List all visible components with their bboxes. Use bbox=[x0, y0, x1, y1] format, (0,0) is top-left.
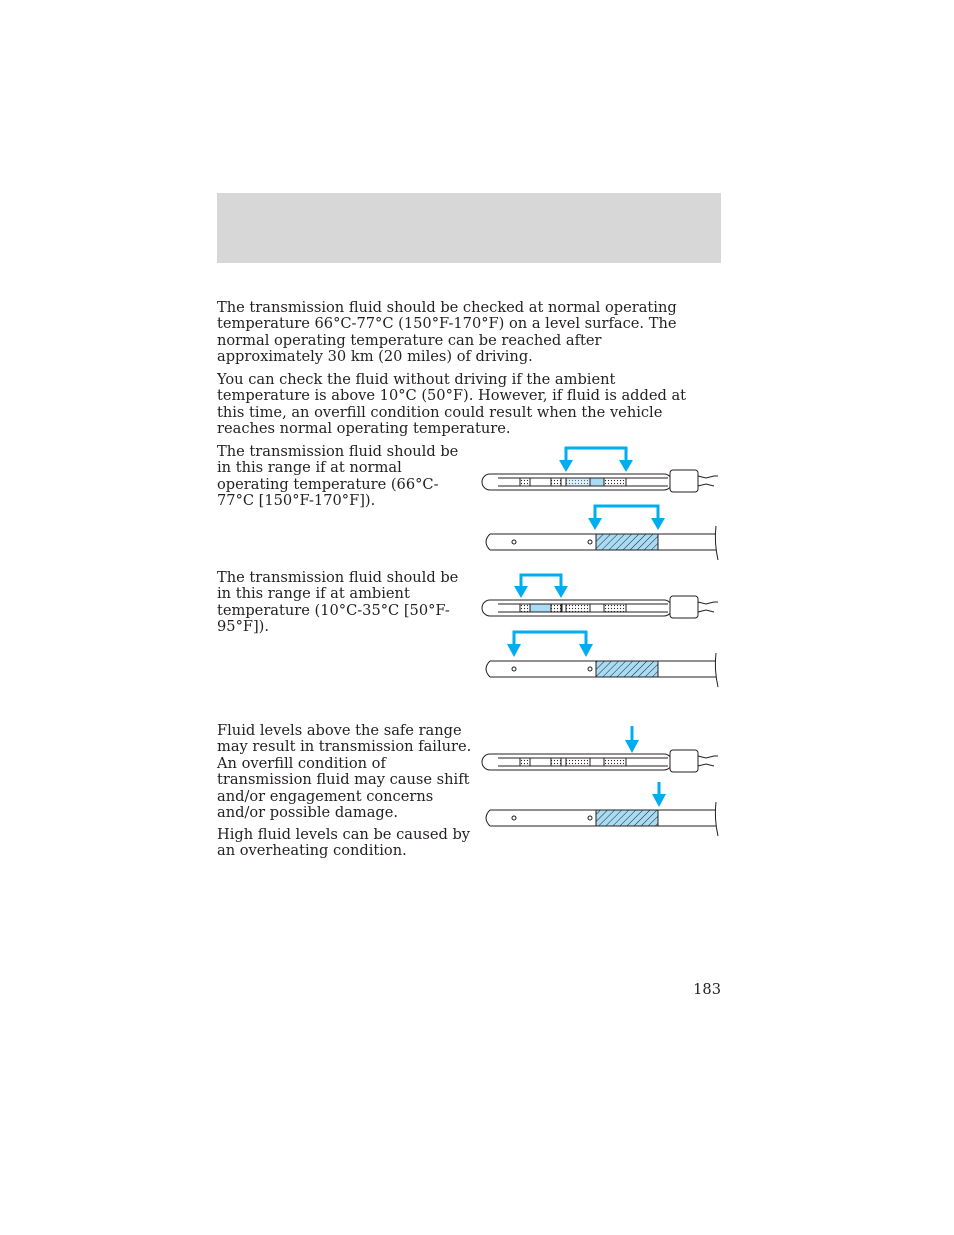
upper-dipstick bbox=[482, 470, 718, 492]
dipstick-overfill-icon bbox=[478, 720, 724, 845]
lower-dipstick bbox=[486, 526, 718, 560]
normal-range-arrows-lower bbox=[595, 506, 658, 520]
normal-range-caption: The transmission fluid should be in this range if at normal operating temperature (66°C-77°C [150°F-170°F]). bbox=[217, 443, 459, 510]
upper-dipstick bbox=[482, 596, 718, 618]
page-number: 183 bbox=[693, 981, 721, 998]
upper-dipstick bbox=[482, 750, 718, 772]
lower-dipstick bbox=[486, 802, 718, 836]
ambient-range-arrows-lower bbox=[514, 632, 586, 646]
overfill-caption: Fluid levels above the safe range may result in transmission failure. An overfill condition of transmission fluid may cause shift and/or engagement concerns and/or possible damage. bbox=[217, 722, 472, 822]
intro-paragraph: The transmission fluid should be checked at normal operating temperature 66°C-77°C (150°F-170°F) on a level surface. The normal operating temperature can be reached after approximately 30 km (20 miles) of driving. bbox=[217, 299, 677, 366]
overheating-caption: High fluid levels can be caused by an overheating condition. bbox=[217, 826, 471, 860]
lower-dipstick bbox=[486, 653, 718, 687]
dipstick-ambient-range-icon bbox=[478, 568, 724, 693]
dipstick-normal-range-icon bbox=[478, 440, 724, 565]
normal-range-arrows-upper bbox=[566, 448, 626, 462]
section-header-band bbox=[217, 193, 721, 263]
ambient-check-paragraph: You can check the fluid without driving if the ambient temperature is above 10°C (50°F). However, if fluid is added at this time, an overfill condition could result when the vehicle reaches normal operating temperature. bbox=[217, 371, 687, 438]
ambient-range-caption: The transmission fluid should be in this range if at ambient temperature (10°C-35°C [50°F-95°F]). bbox=[217, 569, 459, 636]
